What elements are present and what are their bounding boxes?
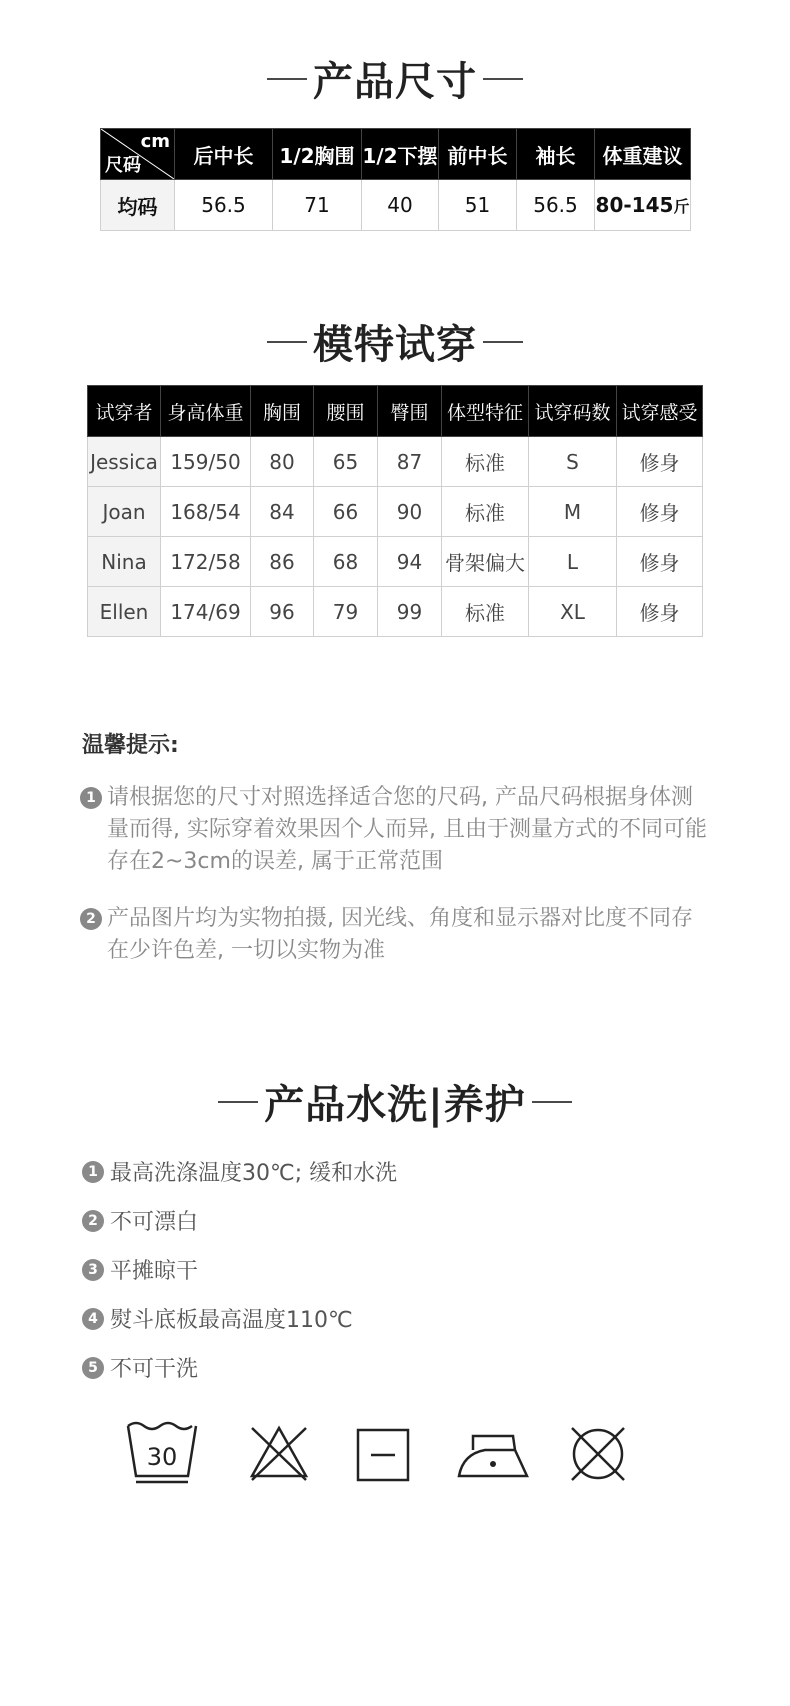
model-cell: 96 <box>251 587 314 637</box>
size-table <box>100 128 691 231</box>
size-header-cell: 1/2下摆 <box>362 129 439 180</box>
model-cell: 修身 <box>617 437 703 487</box>
model-cell: 174/69 <box>161 587 251 637</box>
table-row <box>88 587 703 637</box>
tip-text: 产品图片均为实物拍摄, 因光线、角度和显示器对比度不同存在少许色差, 一切以实物为准 <box>107 906 693 963</box>
model-cell: 86 <box>251 537 314 587</box>
care-title: 产品水洗|养护 <box>264 1082 526 1128</box>
care-item <box>82 1254 198 1285</box>
number-2-icon: 2 <box>82 1210 104 1232</box>
number-5-icon: 5 <box>82 1357 104 1379</box>
model-header-cell: 腰围 <box>314 386 378 437</box>
size-header-cell: 后中长 <box>175 129 273 180</box>
size-table-row <box>101 180 691 231</box>
care-item <box>82 1352 198 1383</box>
tip-item <box>80 782 710 878</box>
number-3-icon: 3 <box>82 1259 104 1281</box>
model-header-cell: 身高体重 <box>161 386 251 437</box>
model-cell: 90 <box>378 487 442 537</box>
number-4-icon: 4 <box>82 1308 104 1330</box>
model-header-cell: 臀围 <box>378 386 442 437</box>
flat-dry-icon <box>356 1428 410 1482</box>
iron-low-icon <box>455 1430 531 1480</box>
model-cell: 79 <box>314 587 378 637</box>
size-cell: 56.5 <box>517 180 595 231</box>
model-table <box>87 385 703 637</box>
weight-value: 80-145 <box>595 193 674 217</box>
model-cell: 168/54 <box>161 487 251 537</box>
care-text: 平摊晾干 <box>110 1259 199 1284</box>
model-header-cell: 体型特征 <box>442 386 529 437</box>
size-header-cell: 前中长 <box>439 129 517 180</box>
tips-heading: 温馨提示: <box>82 733 179 758</box>
model-name-cell: Ellen <box>88 587 161 637</box>
care-text: 熨斗底板最高温度110℃ <box>110 1308 353 1333</box>
number-1-icon: 1 <box>82 1161 104 1183</box>
model-cell: 94 <box>378 537 442 587</box>
care-item <box>82 1303 353 1334</box>
care-text: 不可干洗 <box>110 1357 199 1382</box>
care-text: 不可漂白 <box>110 1210 199 1235</box>
size-label: 尺码 <box>105 155 141 176</box>
model-cell: 99 <box>378 587 442 637</box>
model-cell: 68 <box>314 537 378 587</box>
model-cell: 骨架偏大 <box>442 537 529 587</box>
model-table-header-row <box>88 386 703 437</box>
model-cell: XL <box>529 587 617 637</box>
size-header-cell: 1/2胸围 <box>273 129 362 180</box>
wash-30-icon <box>124 1420 200 1486</box>
size-table-header-row <box>101 129 691 180</box>
model-cell: M <box>529 487 617 537</box>
care-section-title <box>0 1073 790 1130</box>
table-row <box>88 537 703 587</box>
model-cell: 172/58 <box>161 537 251 587</box>
care-text: 最高洗涤温度30℃; 缓和水洗 <box>110 1161 398 1186</box>
model-cell: 159/50 <box>161 437 251 487</box>
model-cell: S <box>529 437 617 487</box>
model-header-cell: 试穿感受 <box>617 386 703 437</box>
size-section-title <box>0 50 790 107</box>
table-row <box>88 487 703 537</box>
size-cell: 56.5 <box>175 180 273 231</box>
care-symbols <box>0 1420 790 1490</box>
model-cell: 标准 <box>442 437 529 487</box>
weight-unit: 斤 <box>673 197 690 216</box>
model-name-cell: Nina <box>88 537 161 587</box>
unit-label: cm <box>140 131 170 152</box>
model-cell: 标准 <box>442 587 529 637</box>
number-1-icon: 1 <box>80 787 102 809</box>
model-cell: 87 <box>378 437 442 487</box>
care-item <box>82 1156 397 1187</box>
model-name-cell: Jessica <box>88 437 161 487</box>
size-cell: 71 <box>273 180 362 231</box>
model-cell: 修身 <box>617 587 703 637</box>
size-table-corner-cell <box>101 129 175 180</box>
model-cell: 修身 <box>617 487 703 537</box>
model-cell: 标准 <box>442 487 529 537</box>
model-header-cell: 胸围 <box>251 386 314 437</box>
model-cell: L <box>529 537 617 587</box>
model-cell: 修身 <box>617 537 703 587</box>
no-dry-clean-icon <box>568 1424 628 1484</box>
size-title: 产品尺寸 <box>313 59 477 105</box>
table-row <box>88 437 703 487</box>
size-row-label: 均码 <box>101 180 175 231</box>
no-bleach-icon <box>248 1424 310 1482</box>
tip-item <box>80 903 710 967</box>
weight-cell <box>595 180 691 231</box>
model-name-cell: Joan <box>88 487 161 537</box>
model-cell: 65 <box>314 437 378 487</box>
wash-temp-label: 30 <box>146 1443 178 1471</box>
size-header-cell: 袖长 <box>517 129 595 180</box>
model-title: 模特试穿 <box>313 322 477 368</box>
model-header-cell: 试穿者 <box>88 386 161 437</box>
model-cell: 66 <box>314 487 378 537</box>
model-cell: 84 <box>251 487 314 537</box>
care-item <box>82 1205 198 1236</box>
size-cell: 40 <box>362 180 439 231</box>
model-section-title <box>0 313 790 370</box>
size-cell: 51 <box>439 180 517 231</box>
size-header-cell: 体重建议 <box>595 129 691 180</box>
tip-text: 请根据您的尺寸对照选择适合您的尺码, 产品尺码根据身体测量而得, 实际穿着效果因个人而异, 且由于测量方式的不同可能存在2~3cm的误差, 属于正常范围 <box>107 785 707 874</box>
number-2-icon: 2 <box>80 908 102 930</box>
model-cell: 80 <box>251 437 314 487</box>
model-header-cell: 试穿码数 <box>529 386 617 437</box>
